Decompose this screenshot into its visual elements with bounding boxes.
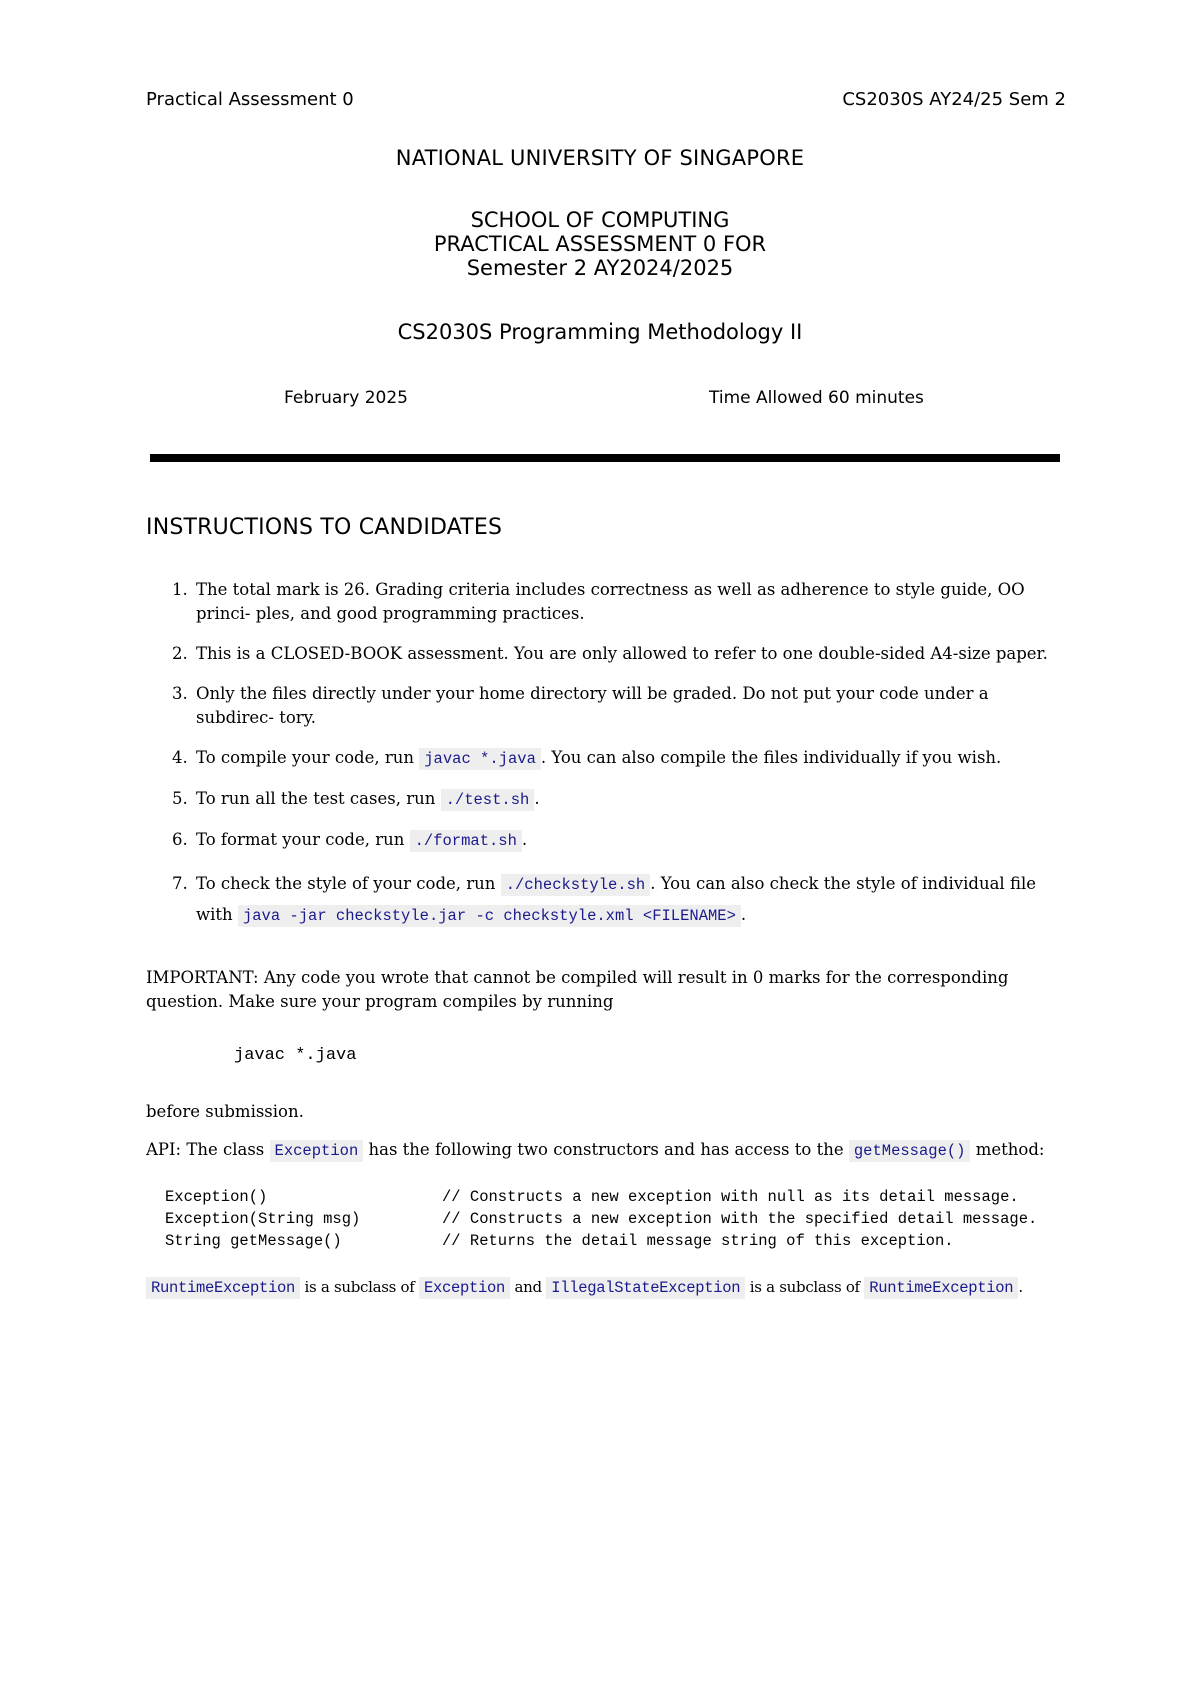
api-comment: // Constructs a new exception with the specified detail message.: [442, 1210, 1038, 1228]
subclass-end: .: [1018, 1278, 1023, 1296]
course-title: CS2030S Programming Methodology II: [397, 320, 803, 344]
instruction-item: [146, 869, 1066, 931]
inline-code: ./format.sh: [410, 830, 522, 852]
inline-code: Exception: [270, 1140, 364, 1162]
inline-code: IllegalStateException: [546, 1277, 745, 1299]
horizontal-rule: [150, 454, 1060, 462]
subclass-text: is a subclass of: [304, 1278, 415, 1296]
api-signature: Exception(): [165, 1188, 268, 1206]
inline-code: Exception: [419, 1277, 510, 1299]
instruction-number: 5.: [172, 789, 188, 808]
instruction-text: . You can also check the style of individual file with: [196, 874, 1036, 924]
inline-code: javac *.java: [419, 748, 541, 770]
instruction-number: 1.: [172, 580, 188, 599]
inline-code: ./checkstyle.sh: [501, 874, 651, 896]
instruction-text: To compile your code, run: [196, 748, 414, 767]
subclass-description: [146, 1275, 1086, 1300]
api-comment: // Constructs a new exception with null as its detail message.: [442, 1188, 1019, 1206]
instruction-text: . You can also compile the files individually if you wish.: [540, 748, 1002, 767]
running-header: [146, 89, 1066, 110]
inline-code: RuntimeException: [864, 1277, 1018, 1299]
header-right: CS2030S AY24/25 Sem 2: [842, 89, 1066, 110]
university-name: NATIONAL UNIVERSITY OF SINGAPORE: [395, 146, 805, 170]
api-row: [165, 1230, 1037, 1252]
instruction-item: [146, 828, 1066, 853]
instruction-item: [146, 746, 1066, 771]
instruction-text: To format your code, run: [196, 830, 405, 849]
inline-code: getMessage(): [849, 1140, 971, 1162]
school-block: [0, 208, 1200, 280]
instruction-number: 2.: [172, 644, 188, 663]
semester: Semester 2 AY2024/2025: [466, 256, 734, 280]
instruction-item: [146, 642, 1066, 666]
inline-code: ./test.sh: [441, 789, 535, 811]
subclass-text: and: [514, 1278, 542, 1296]
instructions-list: [146, 578, 1066, 947]
api-signature: String getMessage(): [165, 1232, 342, 1250]
api-comment: // Returns the detail message string of this exception.: [442, 1232, 954, 1250]
api-row: [165, 1208, 1037, 1230]
time-allowed: Time Allowed 60 minutes: [709, 388, 924, 408]
instruction-text: .: [521, 830, 528, 849]
before-submission-text: before submission.: [146, 1102, 304, 1121]
instruction-number: 3.: [172, 684, 188, 703]
instruction-text: The total mark is 26. Grading criteria includes correctness as well as adherence to style guide, OO princi- ples, and good programming practices.: [196, 580, 1025, 623]
api-middle: has the following two constructors and has access to the: [368, 1140, 844, 1159]
instruction-number: 4.: [172, 748, 188, 767]
instruction-text: Only the files directly under your home directory will be graded. Do not put your code under a subdirec- tory.: [196, 684, 989, 727]
title-block: [0, 146, 1200, 344]
instruction-item: [146, 578, 1066, 626]
subclass-text: is a subclass of: [749, 1278, 860, 1296]
instructions-heading: INSTRUCTIONS TO CANDIDATES: [146, 515, 503, 540]
api-suffix: method:: [975, 1140, 1045, 1159]
instruction-text: .: [740, 905, 747, 924]
header-left: Practical Assessment 0: [146, 89, 354, 110]
instruction-text: This is a CLOSED-BOOK assessment. You are only allowed to refer to one double-sided A4-size paper.: [196, 644, 1048, 663]
instruction-number: 6.: [172, 830, 188, 849]
inline-code: RuntimeException: [146, 1277, 300, 1299]
assessment-name: PRACTICAL ASSESSMENT 0 FOR: [433, 232, 767, 256]
api-signature: Exception(String msg): [165, 1210, 361, 1228]
api-row: [165, 1186, 1037, 1208]
compile-command: javac *.java: [234, 1046, 357, 1065]
instruction-text: To run all the test cases, run: [196, 789, 436, 808]
instruction-text: .: [534, 789, 540, 808]
exam-date: February 2025: [284, 388, 408, 408]
school-name: SCHOOL OF COMPUTING: [470, 208, 730, 232]
instruction-item: [146, 787, 1066, 812]
inline-code: java -jar checkstyle.jar -c checkstyle.xml <FILENAME>: [238, 905, 741, 927]
instruction-number: 7.: [172, 874, 188, 893]
api-table: [165, 1186, 1037, 1252]
instruction-item: [146, 682, 1066, 730]
api-description: [146, 1138, 1076, 1163]
important-note: IMPORTANT: Any code you wrote that cannot be compiled will result in 0 marks for the corresponding question. Make sure your program compiles by running: [146, 968, 1009, 1011]
instruction-text: To check the style of your code, run: [196, 874, 496, 893]
api-prefix: API: The class: [146, 1140, 265, 1159]
